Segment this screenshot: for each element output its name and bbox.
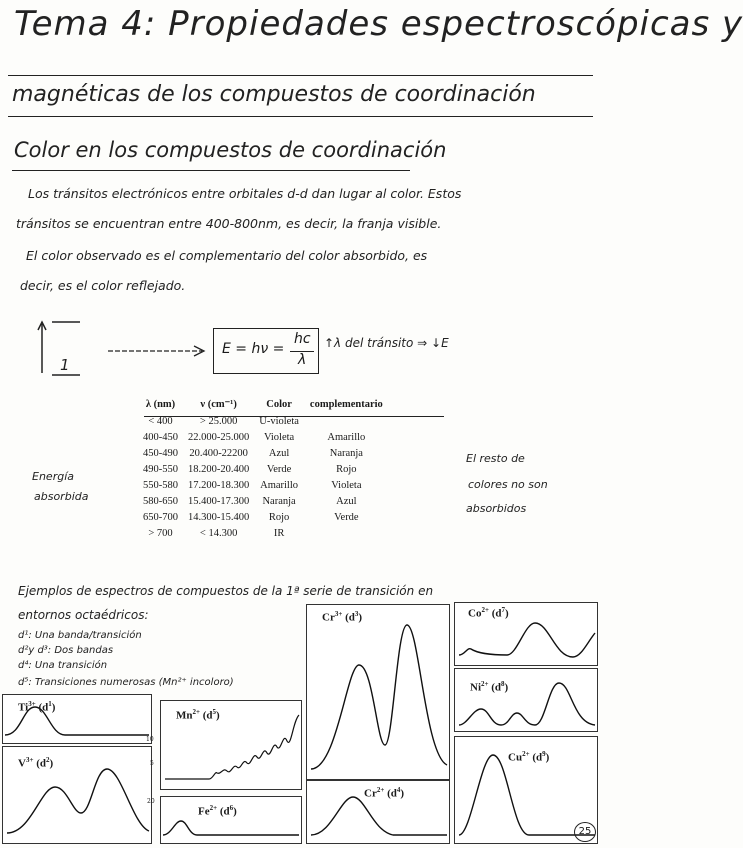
table-row [138,445,389,461]
title-underline-2 [8,116,593,117]
intro-line-4: decir, es el color reflejado. [20,278,186,293]
cell: Rojo [336,463,357,475]
cell: 400-450 [143,431,178,443]
cell: Verde [334,511,359,523]
cell: 18.200-20.400 [188,463,250,475]
cell: Naranja [329,447,363,459]
cell: U-violeta [259,415,299,427]
table-row [138,429,389,445]
right-note-line-1: El resto de [466,452,525,465]
intro-line-1: Los tránsitos electrónicos entre orbitales d-d dan lugar al color. Estos [28,186,462,201]
table-row [138,477,389,493]
left-note-line-1: Energía [32,470,74,483]
spectrum-ni [454,668,598,732]
right-note-line-3: absorbidos [466,502,527,515]
cell: 650-700 [143,511,178,523]
legend-line-1: d¹: Una banda/transición [18,630,142,641]
header-color: Color [266,398,292,410]
table-header-underline [144,416,444,417]
cell: 450-490 [143,447,178,459]
cell: 490-550 [143,463,178,475]
spectrum-cr3 [306,604,450,780]
cell: Verde [266,463,292,475]
section-title: Color en los compuestos de coordinación [14,138,447,162]
cell: Amarillo [260,479,299,491]
title-underline [8,75,593,76]
label-cu: $Cu^{2+}$ $(d^9)$ [508,750,550,764]
table-row [138,493,389,509]
cell: 17.200-18.300 [188,479,250,491]
energy-formula [213,328,319,374]
formula-numerator: hc [294,331,311,347]
cell: Violeta [263,431,295,443]
label-cr2: $Cr^{2+}$ $(d^4)$ [364,786,405,800]
cell: 550-580 [143,479,178,491]
cell: < 14.300 [199,527,238,539]
intro-line-3: El color observado es el complementario del color absorbido, es [26,248,428,263]
label-fe: $Fe^{2+}$ $(d^6)$ [198,804,237,818]
header-wavenumber: ν (cm⁻¹) [200,399,237,410]
label-mn: $Mn^{2+}$ $(d^5)$ [176,708,220,722]
label-ni: $Ni^{2+}$ $(d^8)$ [470,680,509,694]
tick-mn-a: 10 [146,736,154,743]
cell: > 700 [148,527,173,539]
page-title-line-1: Tema 4: Propiedades espectroscópicas y [14,4,743,44]
cell: 20.400-22200 [189,447,248,459]
legend-line-2: d²y d³: Dos bandas [18,645,114,656]
cell: Azul [268,447,290,459]
cell: Violeta [331,479,362,491]
table-row [138,509,389,525]
legend-line-4: d⁵: Transiciones numerosas (Mn²⁺ incoloro) [18,677,234,688]
cell: 580-650 [143,495,178,507]
examples-line-1: Ejemplos de espectros de compuestos de la 1ª serie de transición en [18,584,434,598]
formula-denominator: λ [298,352,307,368]
legend-line-3: d⁴: Una transición [18,660,108,671]
label-v: $V^{3+}$ $(d^2)$ [18,756,54,770]
section-underline [12,170,410,171]
cell: > 25.000 [199,415,238,427]
cell: Azul [336,495,357,507]
relation-note: ↑λ del tránsito ⇒ ↓E [324,336,449,350]
cell: 14.300-15.400 [188,511,250,523]
wavelength-color-table [138,398,389,541]
energy-sketch [30,318,210,378]
header-wavelength: λ (nm) [145,398,176,410]
table-row [138,461,389,477]
cell [304,525,389,541]
cell: Rojo [268,511,290,523]
tick-fe: 20 [147,798,155,805]
cell: IR [273,527,285,539]
label-co: $Co^{2+}$ $(d^7)$ [468,606,509,620]
label-cr3: $Cr^{3+}$ $(d^3)$ [322,610,363,624]
cell: 15.400-17.300 [188,495,250,507]
page-title-line-2: magnéticas de los compuestos de coordinación [12,82,536,107]
cell: 22.000-25.000 [188,431,250,443]
level-label: 1 [60,356,70,374]
cell: Naranja [262,495,296,507]
cell: Amarillo [327,431,366,443]
cell: < 400 [148,415,173,427]
formula-lhs: E = hν = [222,341,285,357]
tick-mn-b: 5 [150,760,154,767]
examples-line-2: entornos octaédricos: [18,608,149,622]
right-note-line-2: colores no son [468,478,548,491]
table-header-row [138,398,389,413]
header-complementary: complementario [309,398,383,410]
left-note-line-2: absorbida [34,490,89,503]
intro-line-2: tránsitos se encuentran entre 400-800nm, es decir, la franja visible. [16,216,442,231]
label-ti: $Ti^{3+}$ $(d^1)$ [18,700,56,714]
page-number: 25 [574,822,596,842]
table-row [138,525,389,541]
